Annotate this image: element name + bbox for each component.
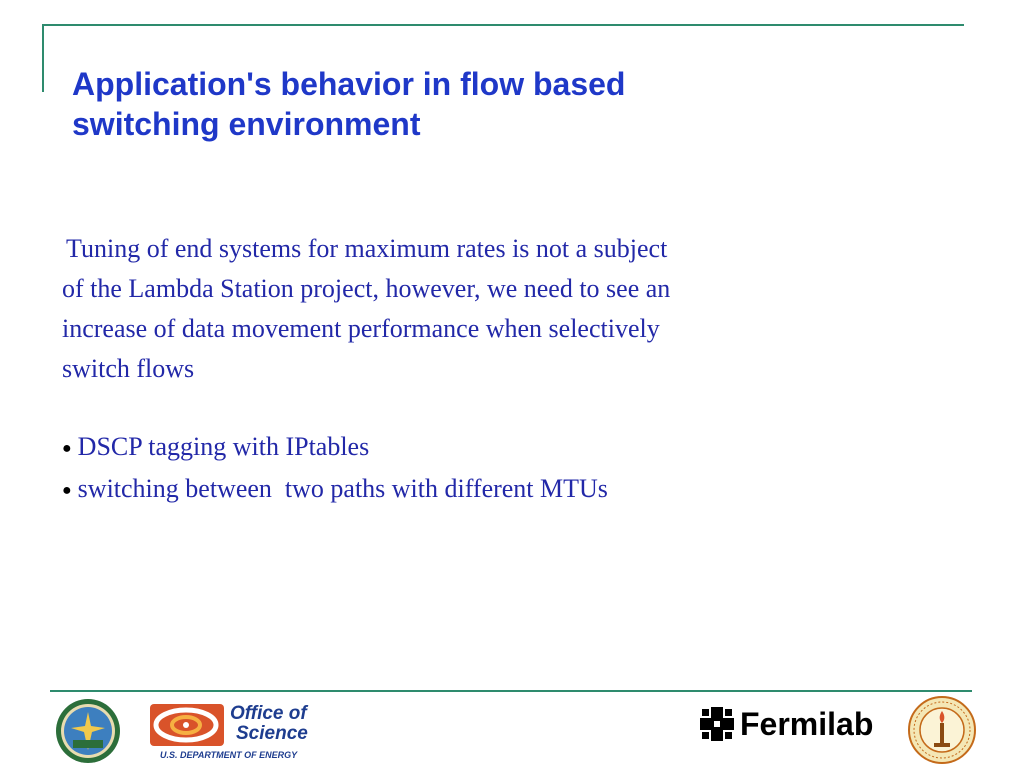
os-line-1: Office of	[230, 703, 307, 724]
list-item	[62, 469, 862, 511]
office-of-science-logo	[148, 700, 333, 764]
title-line-2: switching environment	[72, 106, 421, 142]
bullet-text: switching between two paths with different MTUs	[77, 474, 608, 504]
left-rule	[42, 24, 44, 92]
os-line-2: Science	[236, 723, 308, 744]
paragraph-line-3: increase of data movement performance when selectively	[62, 314, 660, 343]
bullet-dot-icon: ●	[62, 440, 72, 458]
office-of-science-icon	[148, 700, 228, 750]
os-department: U.S. DEPARTMENT OF ENERGY	[160, 750, 298, 760]
office-of-science-text	[230, 704, 308, 744]
slide-title	[72, 64, 892, 144]
fermilab-text: Fermilab	[740, 706, 874, 742]
paragraph-line-1: Tuning of end systems for maximum rates is not a subject	[66, 234, 668, 263]
caltech-seal-icon	[907, 695, 977, 765]
bullet-list	[62, 427, 862, 511]
list-item	[62, 427, 862, 469]
paragraph-line-2: of the Lambda Station project, however, we need to see an	[62, 274, 671, 303]
fermilab-icon	[698, 705, 736, 743]
bullet-dot-icon: ●	[62, 482, 72, 500]
bottom-rule	[50, 690, 972, 692]
doe-seal-icon	[55, 698, 121, 764]
fermilab-logo	[698, 704, 893, 744]
paragraph-line-4: switch flows	[62, 354, 195, 383]
top-rule	[42, 24, 964, 26]
title-line-1: Application's behavior in flow based	[72, 66, 626, 102]
bullet-text: DSCP tagging with IPtables	[77, 432, 370, 461]
body-paragraph	[62, 229, 862, 389]
